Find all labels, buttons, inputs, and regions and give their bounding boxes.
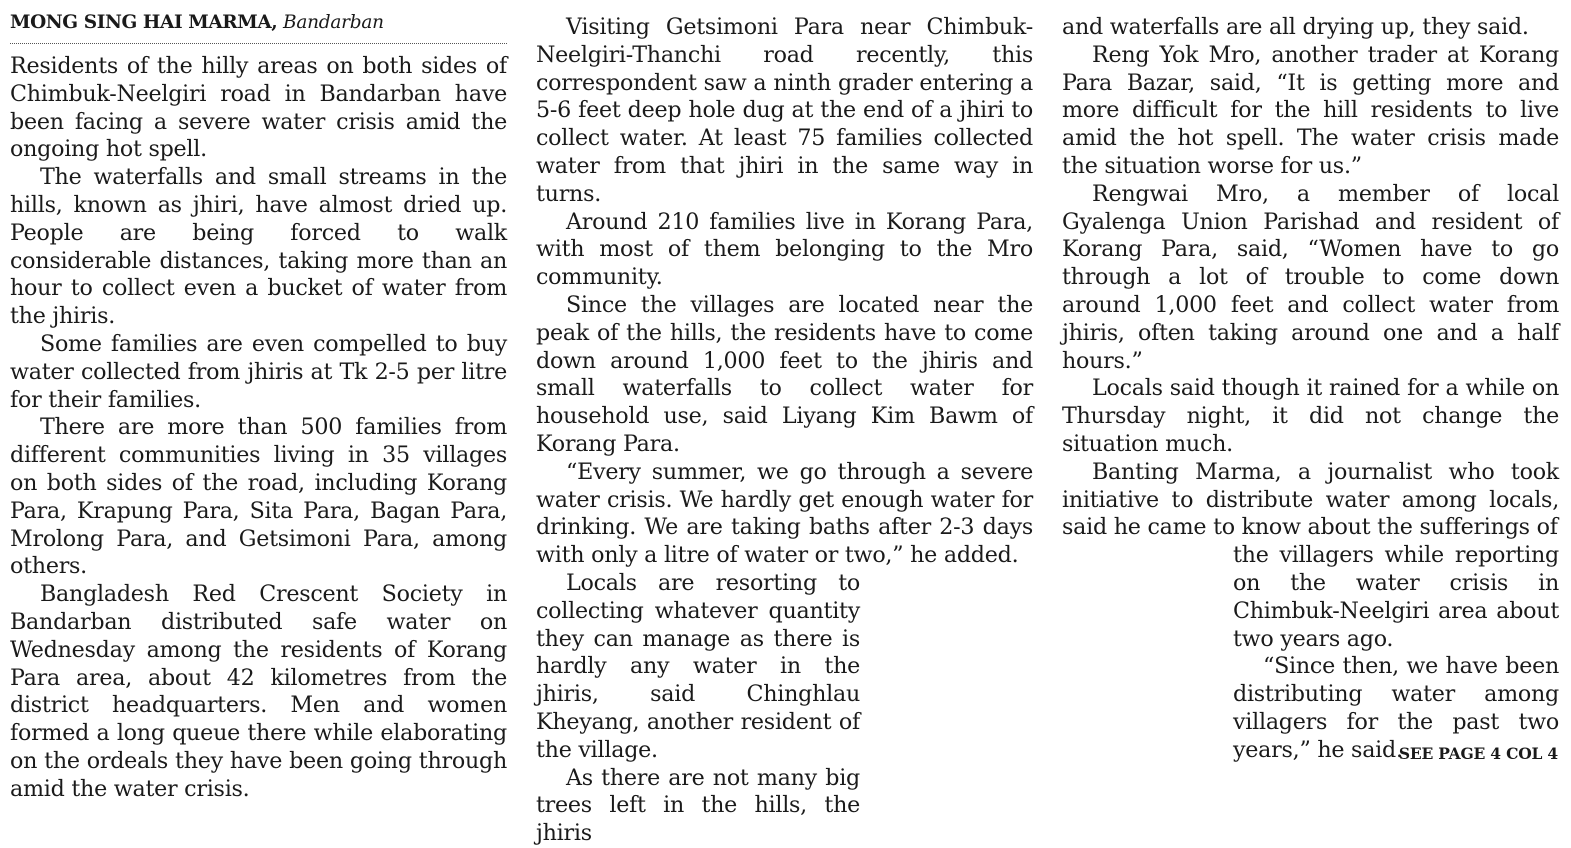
- byline-author: MONG SING HAI MARMA,: [10, 12, 278, 33]
- paragraph: and waterfalls are all drying up, they said.: [1062, 14, 1529, 40]
- article-column-3: [1062, 14, 1559, 765]
- byline: [10, 12, 507, 44]
- byline-place: Bandarban: [282, 12, 384, 33]
- paragraph: There are more than 500 families from different communities living in 35 villages on both sides of the road, including Korang Para, Krapung Para, Sita Para, Bagan Para, Mrolong Para, and Getsimoni Para, among others.: [10, 414, 507, 580]
- paragraph: Rengwai Mro, a member of local Gyalenga Union Parishad and resident of Korang Para, said, “Women have to go through a lot of trouble to come down around 1,000 feet and collect water from jhiris, often taking around one and a half hours.”: [1062, 180, 1559, 374]
- paragraph: Some families are even compelled to buy water collected from jhiris at Tk 2-5 per litre for their families.: [10, 330, 507, 413]
- paragraph: Bangladesh Red Crescent Society in Bandarban distributed safe water on Wednesday among the residents of Korang Para area, about 42 kilometres from the district headquarters. Men and women formed a long queue there while elaborating on the ordeals they have been going through amid the water crisis.: [10, 581, 507, 802]
- column-3-indented-block: [1233, 542, 1559, 764]
- paragraph: “Since then, we have been distributing water among villagers for the past two years,” he said.: [1233, 653, 1559, 763]
- continued-on-page-link[interactable]: SEE PAGE 4 COL 4: [1398, 744, 1558, 763]
- paragraph: Reng Yok Mro, another trader at Korang Para Bazar, said, “It is getting more and more difficult for the hill residents to live amid the hot spell. The water crisis made the situation worse for us.”: [1062, 41, 1559, 179]
- paragraph: Since the villages are located near the peak of the hills, the residents have to come down around 1,000 feet to the jhiris and small waterfalls to collect water for household use, said Liyang Kim Bawm of Korang Para.: [536, 291, 1033, 457]
- paragraph: Residents of the hilly areas on both sides of Chimbuk-Neelgiri road in Bandarban have been facing a severe water crisis amid the ongoing hot spell.: [10, 53, 507, 163]
- column-2-narrow-block: [536, 570, 860, 848]
- paragraph: Banting Marma, a journalist who took initiative to distribute water among locals, said he came to know about the sufferings of: [1062, 458, 1559, 541]
- paragraph: Locals are resorting to collecting whatever quantity they can manage as there is hardly any water in the jhiris, said Chinghlau Kheyang, another resident of the village.: [536, 569, 860, 763]
- paragraph: The waterfalls and small streams in the hills, known as jhiri, have almost dried up. People are being forced to walk considerable distances, taking more than an hour to collect even a bucket of water from the jhiris.: [10, 164, 507, 330]
- article-column-1: [10, 12, 507, 804]
- paragraph: the villagers while reporting on the water crisis in Chimbuk-Neelgiri area about two years ago.: [1233, 542, 1559, 652]
- paragraph: Locals said though it rained for a while on Thursday night, it did not change the situation much.: [1062, 375, 1559, 457]
- paragraph: Around 210 families live in Korang Para, with most of them belonging to the Mro community.: [536, 208, 1033, 291]
- paragraph: As there are not many big trees left in the hills, the jhiris: [536, 764, 860, 847]
- article-column-2: [536, 14, 1033, 848]
- paragraph: “Every summer, we go through a severe water crisis. We hardly get enough water for drinking. We are taking baths after 2-3 days with only a litre of water or two,” he added.: [536, 458, 1033, 569]
- paragraph: Visiting Getsimoni Para near Chimbuk-Neelgiri-Thanchi road recently, this correspondent saw a ninth grader entering a 5-6 feet deep hole dug at the end of a jhiri to collect water. At least 75 families collected water from that jhiri in the same way in turns.: [536, 14, 1033, 207]
